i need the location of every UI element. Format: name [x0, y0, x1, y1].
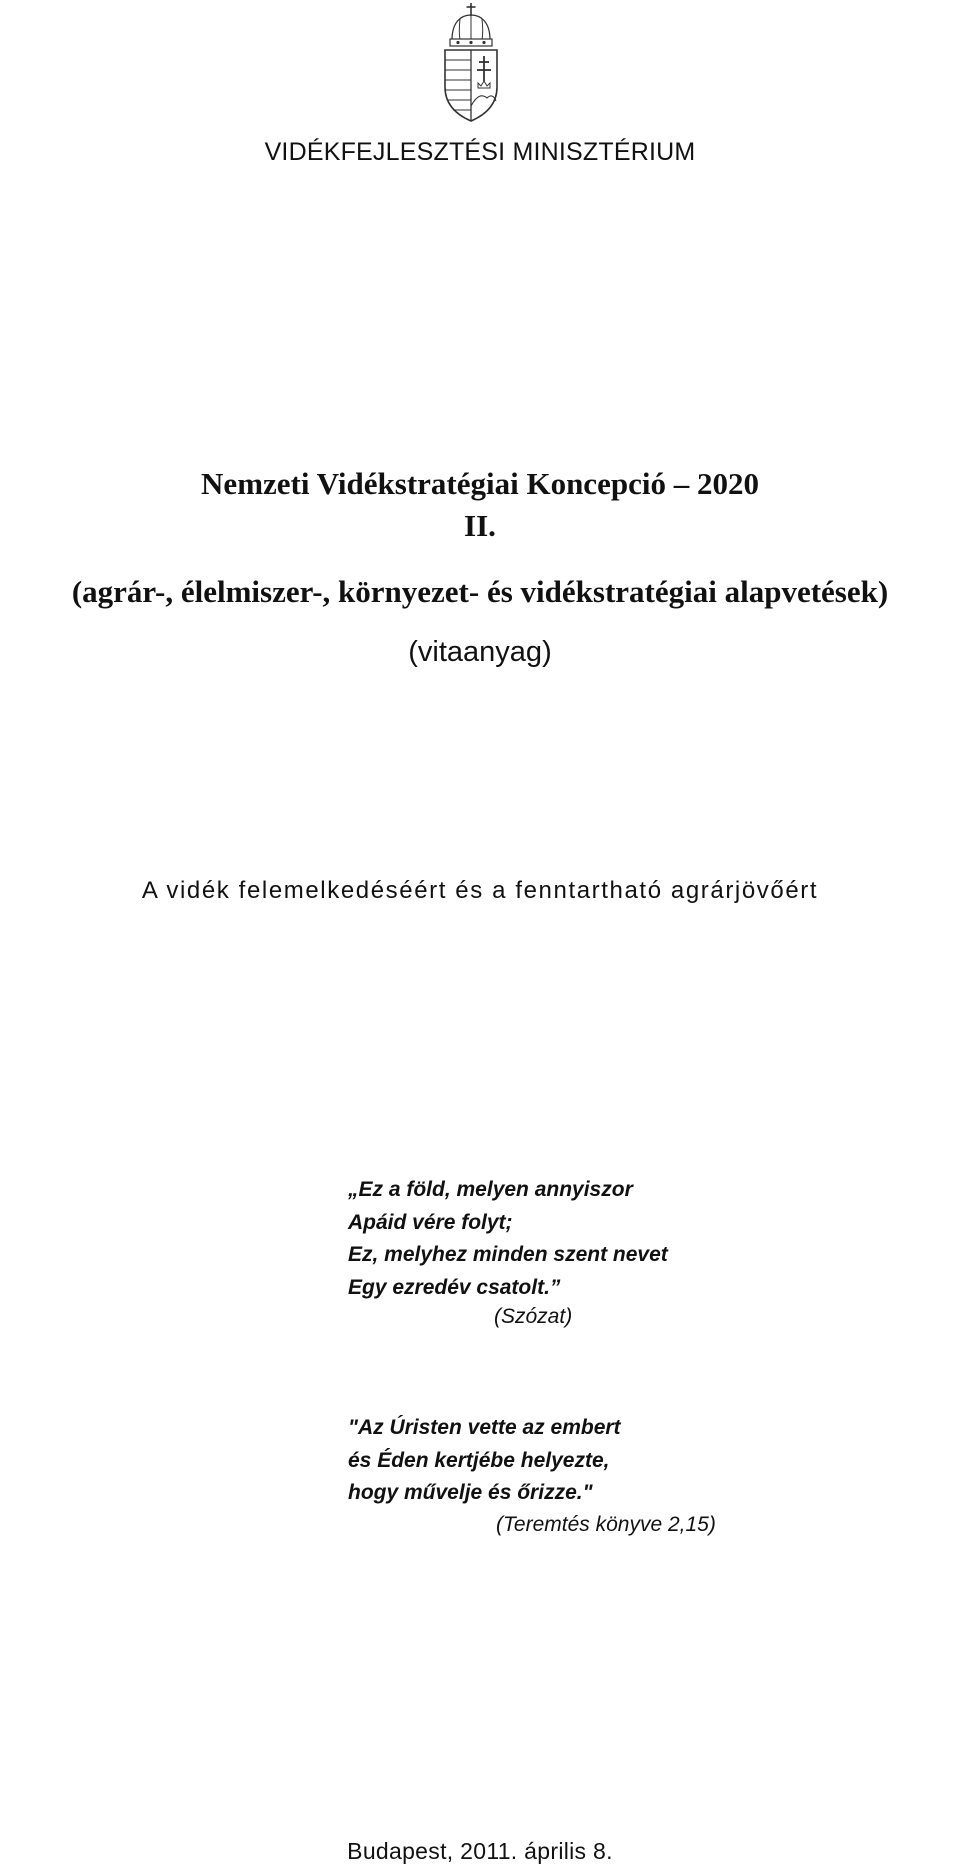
place-and-date: Budapest, 2011. április 8. [347, 1838, 613, 1864]
quote-genesis [348, 1412, 621, 1510]
hungarian-coat-of-arms-icon [440, 2, 502, 124]
quote-line: Apáid vére folyt; [348, 1210, 513, 1234]
document-volume: II. [464, 508, 496, 543]
motto: A vidék felemelkedéséért és a fenntartható agrárjövőért [141, 877, 819, 904]
quote-source-szozat: (Szózat) [494, 1305, 573, 1328]
quote-line: Egy ezredév csatolt.” [348, 1275, 561, 1299]
quote-szozat [348, 1174, 668, 1304]
ministry-name: VIDÉKFEJLESZTÉSI MINISZTÉRIUM [264, 138, 696, 166]
quote-line: és Éden kertjébe helyezte, [348, 1448, 610, 1472]
quote-line: Ez, melyhez minden szent nevet [348, 1243, 668, 1266]
quote-line: "Az Úristen vette az embert [348, 1416, 621, 1439]
quote-line: „Ez a föld, melyen annyiszor [348, 1178, 633, 1201]
document-title: Nemzeti Vidékstratégiai Koncepció – 2020 [201, 466, 759, 501]
document-subtitle: (agrár-, élelmiszer-, környezet- és vidékstratégiai alapvetések) [71, 574, 889, 609]
quote-source-genesis: (Teremtés könyve 2,15) [496, 1513, 716, 1536]
quote-line: hogy művelje és őrizze." [348, 1481, 593, 1504]
draft-note: (vitaanyag) [408, 636, 552, 668]
